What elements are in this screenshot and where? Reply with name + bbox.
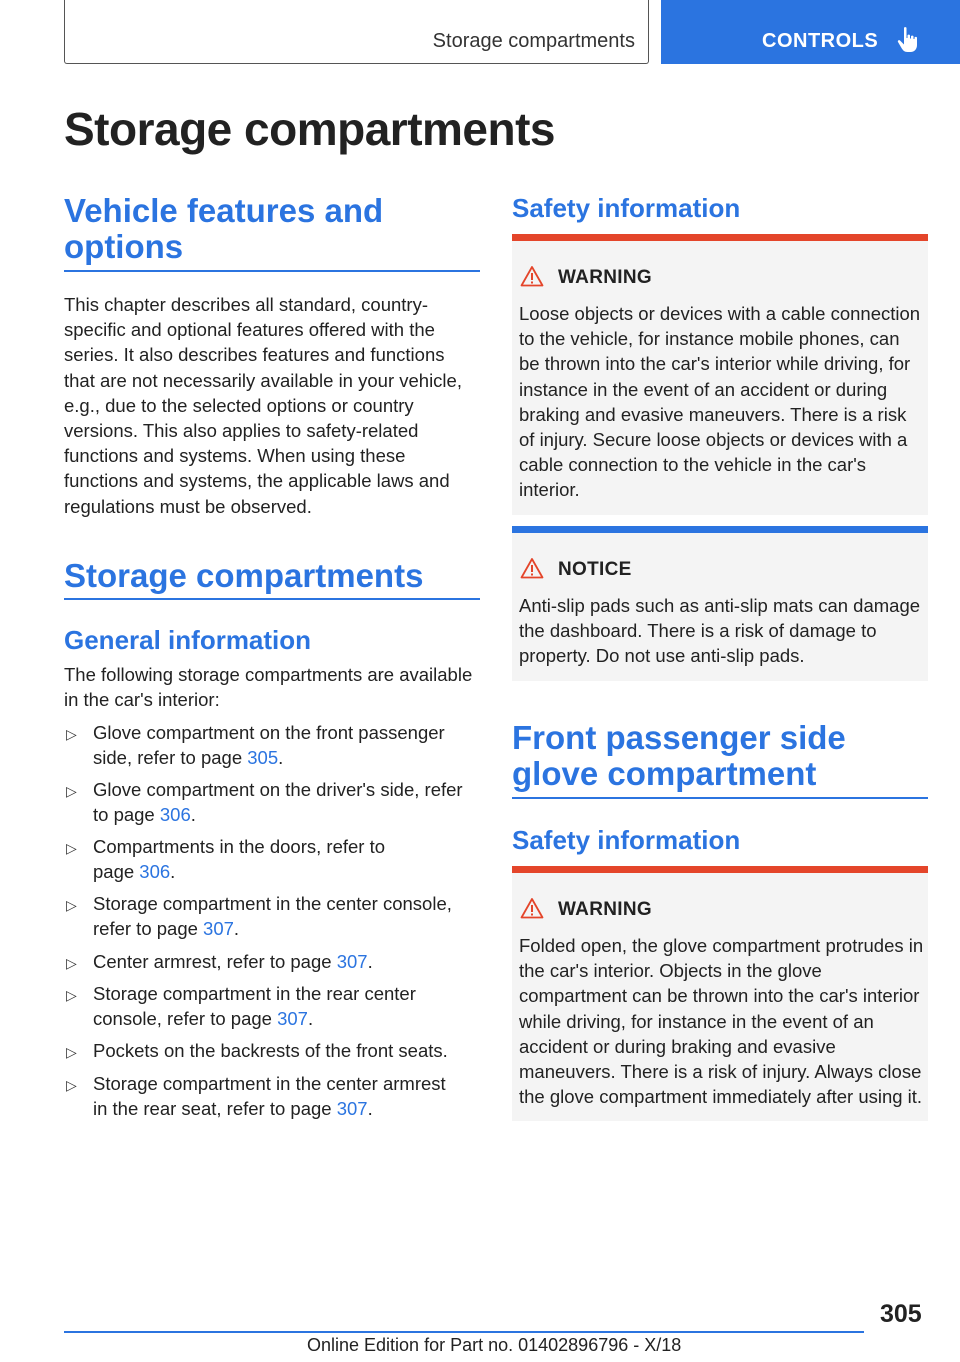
- header-chapter-tab: [661, 0, 960, 64]
- footer-edition: Online Edition for Part no. 01402896796 - X/18: [307, 1335, 682, 1355]
- triangle-bullet-icon: ▷: [66, 1077, 77, 1093]
- page-number: 305: [880, 1300, 922, 1328]
- divider: [64, 270, 480, 272]
- header-section-title: Storage compartments: [432, 30, 635, 52]
- triangle-bullet-icon: ▷: [66, 726, 77, 742]
- triangle-bullet-icon: ▷: [66, 897, 77, 913]
- divider: [512, 797, 928, 799]
- warning-triangle-icon: [520, 265, 544, 287]
- warning-triangle-icon: [520, 897, 544, 919]
- notice-label: NOTICE: [558, 559, 632, 580]
- warning-label: WARNING: [558, 267, 652, 288]
- page-title: Storage compartments: [64, 103, 556, 155]
- header-chapter-title: CONTROLS: [762, 30, 879, 52]
- heading-glove-compartment: Front passenger side glove compartment: [512, 719, 846, 792]
- footer-divider: [64, 1331, 864, 1333]
- notice-box: [512, 526, 928, 681]
- warning-label: WARNING: [558, 899, 652, 920]
- divider: [64, 598, 480, 600]
- warning-box: [512, 866, 928, 1121]
- warning-text: Folded open, the glove compartment protrudes in the car's interior. Objects in the glove compartment can be thrown into the car's interior while driving, for instance in the event of an accident or during braking and evasive maneuvers. There is a risk of injury. Always close the glove compartment immediately after using it.: [519, 935, 924, 1108]
- page-link[interactable]: 306: [159, 804, 191, 826]
- heading-vehicle-features: Vehicle features and options: [64, 192, 384, 265]
- header-section-box: [64, 0, 649, 64]
- pointing-hand-icon: [895, 26, 921, 54]
- page-link[interactable]: 307: [203, 918, 234, 940]
- triangle-bullet-icon: ▷: [66, 987, 77, 1003]
- general-paragraph: The following storage compartments are available in the car's interior:: [64, 664, 473, 711]
- heading-general-information: General information: [64, 625, 312, 655]
- heading-safety-information: Safety information: [512, 193, 741, 223]
- page-link[interactable]: 306: [139, 861, 171, 883]
- features-paragraph: This chapter describes all standard, country-specific and optional features offered with the series. It also describes features and functions that are not necessarily available in your vehicle, e.g., due to the selected options or country versions. This also applies to safety-related functions and systems. When using these functions and systems, the applicable laws and regulations must be observed.: [64, 294, 462, 517]
- heading-safety-information-2: Safety information: [512, 825, 741, 855]
- page-link[interactable]: 305: [247, 747, 279, 769]
- triangle-bullet-icon: ▷: [66, 840, 77, 856]
- page-link[interactable]: 307: [336, 951, 368, 972]
- triangle-bullet-icon: ▷: [66, 783, 77, 799]
- warning-text: Loose objects or devices with a cable connection to the vehicle, for instance mobile phones, can be thrown into the car's interior while driving, for instance in the event of an accident or during braking and evasive maneuvers. There is a risk of injury. Secure loose objects or devices with a cable connection to the vehicle in the car's interior.: [519, 303, 921, 501]
- notice-text: Anti-slip pads such as anti-slip mats can damage the dashboard. There is a risk of damage to property. Do not use anti-slip pads.: [519, 595, 921, 667]
- heading-storage-compartments: Storage compartments: [64, 557, 424, 594]
- page-link[interactable]: 307: [336, 1098, 368, 1120]
- page-link[interactable]: 307: [277, 1008, 308, 1030]
- triangle-bullet-icon: ▷: [66, 955, 77, 971]
- warning-box: [512, 234, 928, 515]
- warning-triangle-icon: [520, 557, 544, 579]
- triangle-bullet-icon: ▷: [66, 1044, 77, 1060]
